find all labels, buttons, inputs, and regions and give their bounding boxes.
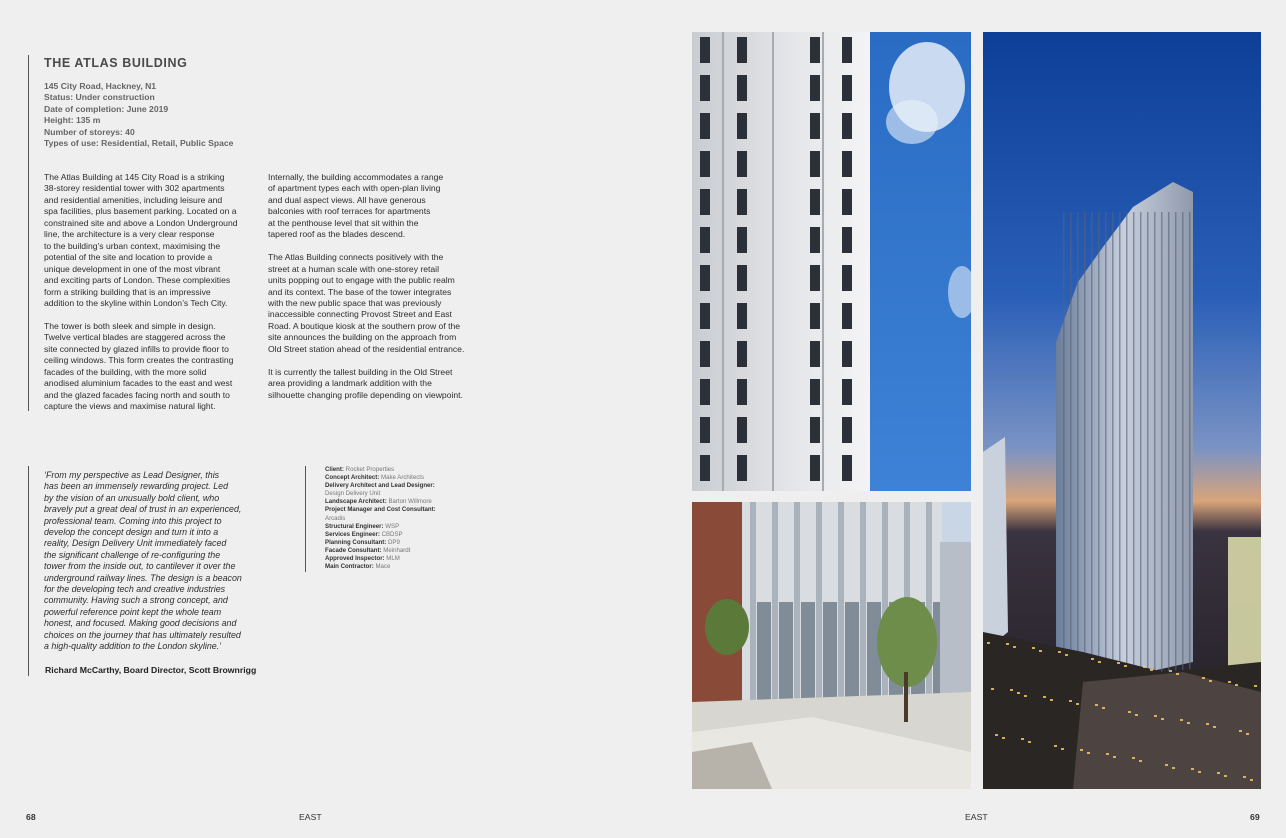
body-text-line: silhouette changing profile depending on viewpoint. <box>268 389 463 400</box>
quote-line: reality, Design Delivery Unit immediately faced <box>44 538 227 549</box>
body-text-line: The Atlas Building at 145 City Road is a striking <box>44 172 225 182</box>
credit-entry <box>325 490 436 498</box>
page-number-left: 68 <box>26 812 36 822</box>
body-text-line: The Atlas Building connects positively with the <box>268 252 444 263</box>
credit-label: Client: <box>325 466 344 473</box>
body-text-line: ceiling windows. This form creates the contrasting <box>44 355 234 366</box>
body-column-2 <box>268 172 464 401</box>
paragraph-gap <box>268 241 464 252</box>
credit-value: Make Architects <box>381 474 425 482</box>
page-number-right: 69 <box>1250 812 1260 822</box>
body-text-line: potential of the site and location to provide a <box>44 252 213 263</box>
body-text-line: balconies with roof terraces for apartments <box>268 206 431 217</box>
credit-label: Delivery Architect and Lead Designer: <box>325 482 435 490</box>
body-text-line: line, the architecture is a very clear response <box>44 229 215 240</box>
credit-entry <box>325 506 436 514</box>
body-text-line: form a striking building that is an impressive <box>44 286 211 297</box>
body-text-line: with the new public space that was previously <box>268 297 442 308</box>
credit-label: Concept Architect: <box>325 474 380 482</box>
credit-entry <box>325 563 436 571</box>
credit-entry <box>325 547 436 555</box>
project-credits <box>325 466 436 571</box>
vertical-rule <box>28 55 29 411</box>
quote-line: choices on the journey that has ultimately resulted <box>44 629 241 640</box>
credit-label: Main Contractor: <box>325 563 374 571</box>
fact-completion: Date of completion: June 2019 <box>44 103 169 114</box>
quote-line: develop the concept design and turn it into a <box>44 527 219 538</box>
body-text-line: and the glazed facades facing north and south to <box>44 389 230 400</box>
credit-label: Facade Consultant: <box>325 546 382 554</box>
credit-entry <box>325 482 436 490</box>
body-text-line: addition to the skyline within London’s Tech City. <box>44 297 228 308</box>
credit-value: DP9 <box>387 538 400 546</box>
credit-label: Landscape Architect: <box>325 498 387 506</box>
project-title: THE ATLAS BUILDING <box>44 56 188 70</box>
body-text-line: street at a human scale with one-storey retail <box>268 263 440 274</box>
fact-height: Height: 135 m <box>44 115 101 126</box>
quote-author: Richard McCarthy, Board Director, Scott Brownrigg <box>45 665 257 675</box>
photo-facade-closeup <box>692 32 971 491</box>
pull-quote <box>44 470 242 653</box>
body-text-line: anodised aluminium facades to the east and west <box>44 378 233 389</box>
fact-address: 145 City Road, Hackney, N1 <box>44 81 157 91</box>
body-text-line: and exciting parts of London. These complexities <box>44 275 231 286</box>
body-text-line: Twelve vertical blades are staggered across the <box>44 332 226 343</box>
credit-label: Structural Engineer: <box>325 522 384 530</box>
section-label-left: EAST <box>299 812 322 822</box>
credit-label: Services Engineer: <box>325 530 380 538</box>
credit-value: Meinhardt <box>383 546 411 554</box>
paragraph-gap <box>44 309 238 320</box>
body-text-line: at the penthouse level that sit within the <box>268 217 419 228</box>
credit-entry <box>325 531 436 539</box>
body-text-line: The tower is both sleek and simple in design. <box>44 320 216 331</box>
body-text-line: spa facilities, plus basement parking. Located on a <box>44 206 237 217</box>
fact-use: Types of use: Residential, Retail, Public Space <box>44 138 234 149</box>
body-text-line: 38-storey residential tower with 302 apartments <box>44 183 225 194</box>
credit-entry <box>325 539 436 547</box>
credit-entry <box>325 498 436 506</box>
credit-value: Mace <box>375 563 391 571</box>
quote-line: honest, and focused. Making good decisions and <box>44 618 237 629</box>
fact-status: Status: Under construction <box>44 92 155 103</box>
body-column-1 <box>44 172 238 413</box>
credit-entry <box>325 523 436 531</box>
body-text-line: capture the views and maximise natural light. <box>44 401 216 412</box>
body-text-line: site connected by glazed infills to provide floor to <box>44 343 229 354</box>
credit-label: Approved Inspector: <box>325 555 385 563</box>
body-text-line: site announces the building on the approach from <box>268 332 457 343</box>
quote-line: underground railway lines. The design is a beacon <box>44 572 242 583</box>
body-text-line: of apartment types each with open-plan living <box>268 183 441 194</box>
fact-storeys: Number of storeys: 40 <box>44 126 135 137</box>
quote-rule <box>28 466 29 676</box>
body-text-line: unique development in one of the most vibrant <box>44 263 221 274</box>
credit-value: Arcadis <box>325 514 346 522</box>
credit-value: Rocket Properties <box>345 466 395 473</box>
photo-tower-dusk <box>983 32 1261 789</box>
body-text-line: and dual aspect views. All have generous <box>268 194 426 205</box>
quote-line: by the vision of an unusually bold client, who <box>44 492 220 503</box>
quote-line: the significant challenge of re-configuring the <box>44 549 221 560</box>
body-text-line: constrained site and above a London Underground <box>44 217 238 228</box>
quote-line: has been an immensely rewarding project. Led <box>44 481 229 492</box>
credit-value: MLM <box>386 555 400 563</box>
body-text-line: and residential amenities, including leisure and <box>44 194 223 205</box>
credit-entry <box>325 555 436 563</box>
quote-line: for the developing tech and creative industries <box>44 584 226 595</box>
body-text-line: facades of the building, with the more solid <box>44 366 207 377</box>
body-text-line: tapered roof as the blades descend. <box>268 229 406 240</box>
quote-line: tower from the inside out, to cantilever it over the <box>44 561 236 572</box>
credit-label: Planning Consultant: <box>325 538 387 546</box>
credit-entry <box>325 466 436 474</box>
credits-rule <box>305 466 306 572</box>
body-text-line: Internally, the building accommodates a range <box>268 172 444 182</box>
credit-value: WSP <box>385 522 400 530</box>
quote-line: powerful reference point kept the whole team <box>44 606 222 617</box>
body-text-line: Old Street station ahead of the residential entrance. <box>268 343 465 354</box>
section-label-right: EAST <box>965 812 988 822</box>
body-text-line: area providing a landmark addition with the <box>268 378 432 389</box>
credit-entry <box>325 515 436 523</box>
credit-label: Project Manager and Cost Consultant: <box>325 506 436 514</box>
credit-value: Design Delivery Unit <box>325 490 381 498</box>
body-text-line: It is currently the tallest building in the Old Street <box>268 366 453 377</box>
paragraph-gap <box>268 355 464 366</box>
quote-line: bravely put a great deal of trust in an experienced, <box>44 504 242 515</box>
quote-line: ‘From my perspective as Lead Designer, this <box>44 470 220 480</box>
quote-line: community. Having such a strong concept, and <box>44 595 228 606</box>
body-text-line: and its context. The base of the tower integrates <box>268 286 452 297</box>
credit-value: Barton Willmore <box>388 498 432 506</box>
credit-value: CBDSP <box>381 530 403 538</box>
quote-line: a high-quality addition to the London skyline.’ <box>44 641 222 652</box>
body-text-line: Road. A boutique kiosk at the southern prow of the <box>268 320 461 331</box>
quote-line: professional team. Coming into this project to <box>44 515 222 526</box>
photo-street-level <box>692 502 971 789</box>
body-text-line: inaccessible connecting Provost Street and East <box>268 309 452 320</box>
body-text-line: to the building’s urban context, maximising the <box>44 240 221 251</box>
project-facts <box>44 81 233 149</box>
body-text-line: units popping out to engage with the public realm <box>268 275 455 286</box>
credit-entry <box>325 474 436 482</box>
